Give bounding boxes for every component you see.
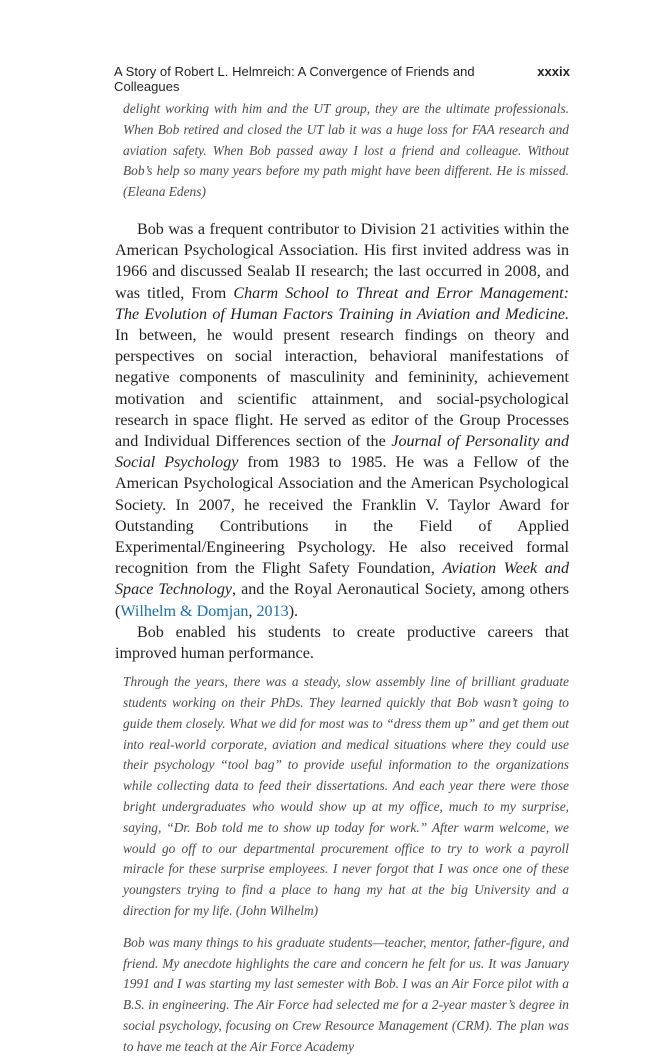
- page-body: [115, 99, 569, 1058]
- address-title: Charm School to Threat and Error Management: The Evolution of Human Factors Training in Aviation and Medicine.: [115, 284, 570, 323]
- page-number: xxxix: [537, 64, 570, 79]
- block-quote-edens: delight working with him and the UT group, they are the ultimate professionals. When Bob retired and closed the UT lab it was a huge loss for FAA research and aviation safety. When Bob passed away I lost a friend and colleague. Without Bob’s help so many years before my path might have been different. He is missed. (Eleana Edens): [123, 101, 569, 200]
- paragraph-text: ).: [288, 602, 299, 620]
- paragraph-text: from 1983 to 1985. He was a Fellow of the American Psychological Association and the American Psychological Society. In 2007, he received the Franklin V. Taylor Award for Outstanding Contributions in the Field of Applied Experimental/Engineering Psychology. He also received formal recognition from the Flight Safety Foundation,: [115, 454, 569, 578]
- journal-title: Journal of Personality and Social Psychology: [115, 433, 569, 472]
- block-quote-wilhelm: Through the years, there was a steady, slow assembly line of brilliant graduate students working on their PhDs. They learned quickly that Bob wasn’t going to guide them closely. What we did for most was to “dress them up” and get them out into real-world corporate, aviation and medical situations where they could use their psychology “tool bag” to provide useful information to the organizations while collecting data to feed their dissertations. And each year there were those bright undergraduates who would show up at my office, much to my surprise, saying, “Dr. Bob told me to show up today for work.” After warm welcome, we would go off to our departmental procurement office to try to work a payroll miracle for these surprise employees. I never forgot that I was once one of these youngsters trying to find a place to hang my hat at the big University and a direction for my life. (John Wilhelm): [123, 674, 569, 919]
- running-header: [114, 64, 570, 94]
- block-quote-graduate-student: Bob was many things to his graduate students—teacher, mentor, father-figure, and friend. My anecdote highlights the care and concern he felt for us. It was January 1991 and I was starting my last semester with Bob. I was an Air Force pilot with a B.S. in engineering. The Air Force had selected me for a 2-year master’s degree in social psychology, focusing on Crew Resource Management (CRM). The plan was to have me teach at the Air Force Academy: [123, 934, 569, 1054]
- publication-title: Aviation Week and Space Technology: [115, 560, 570, 599]
- citation-link-year[interactable]: 2013: [256, 602, 289, 620]
- paragraph-text: , and the Royal Aeronautical Society, among others (: [115, 581, 570, 620]
- running-title: A Story of Robert L. Helmreich: A Convergence of Friends and Colleagues: [114, 64, 475, 94]
- paragraph-students: Bob enabled his students to create productive careers that improved human performance.: [115, 623, 569, 663]
- paragraph-division-21: [115, 219, 569, 622]
- paragraph-text: In between, he would present research findings on theory and perspectives on social interaction, behavioral manifestations of negative components of masculinity and femininity, achievement motivation and scientific attainment, and social-psychological research in space flight. He served as editor of the Group Processes and Individual Differences section of the: [115, 327, 569, 451]
- citation-link-authors[interactable]: Wilhelm & Domjan: [120, 602, 249, 620]
- citation-separator: ,: [248, 602, 257, 620]
- paragraph-text: Bob was a frequent contributor to Division 21 activities within the American Psychological Association. His first invited address was in 1966 and discussed Sealab II research; the last occurred in 2008, and was titled, From: [115, 220, 569, 302]
